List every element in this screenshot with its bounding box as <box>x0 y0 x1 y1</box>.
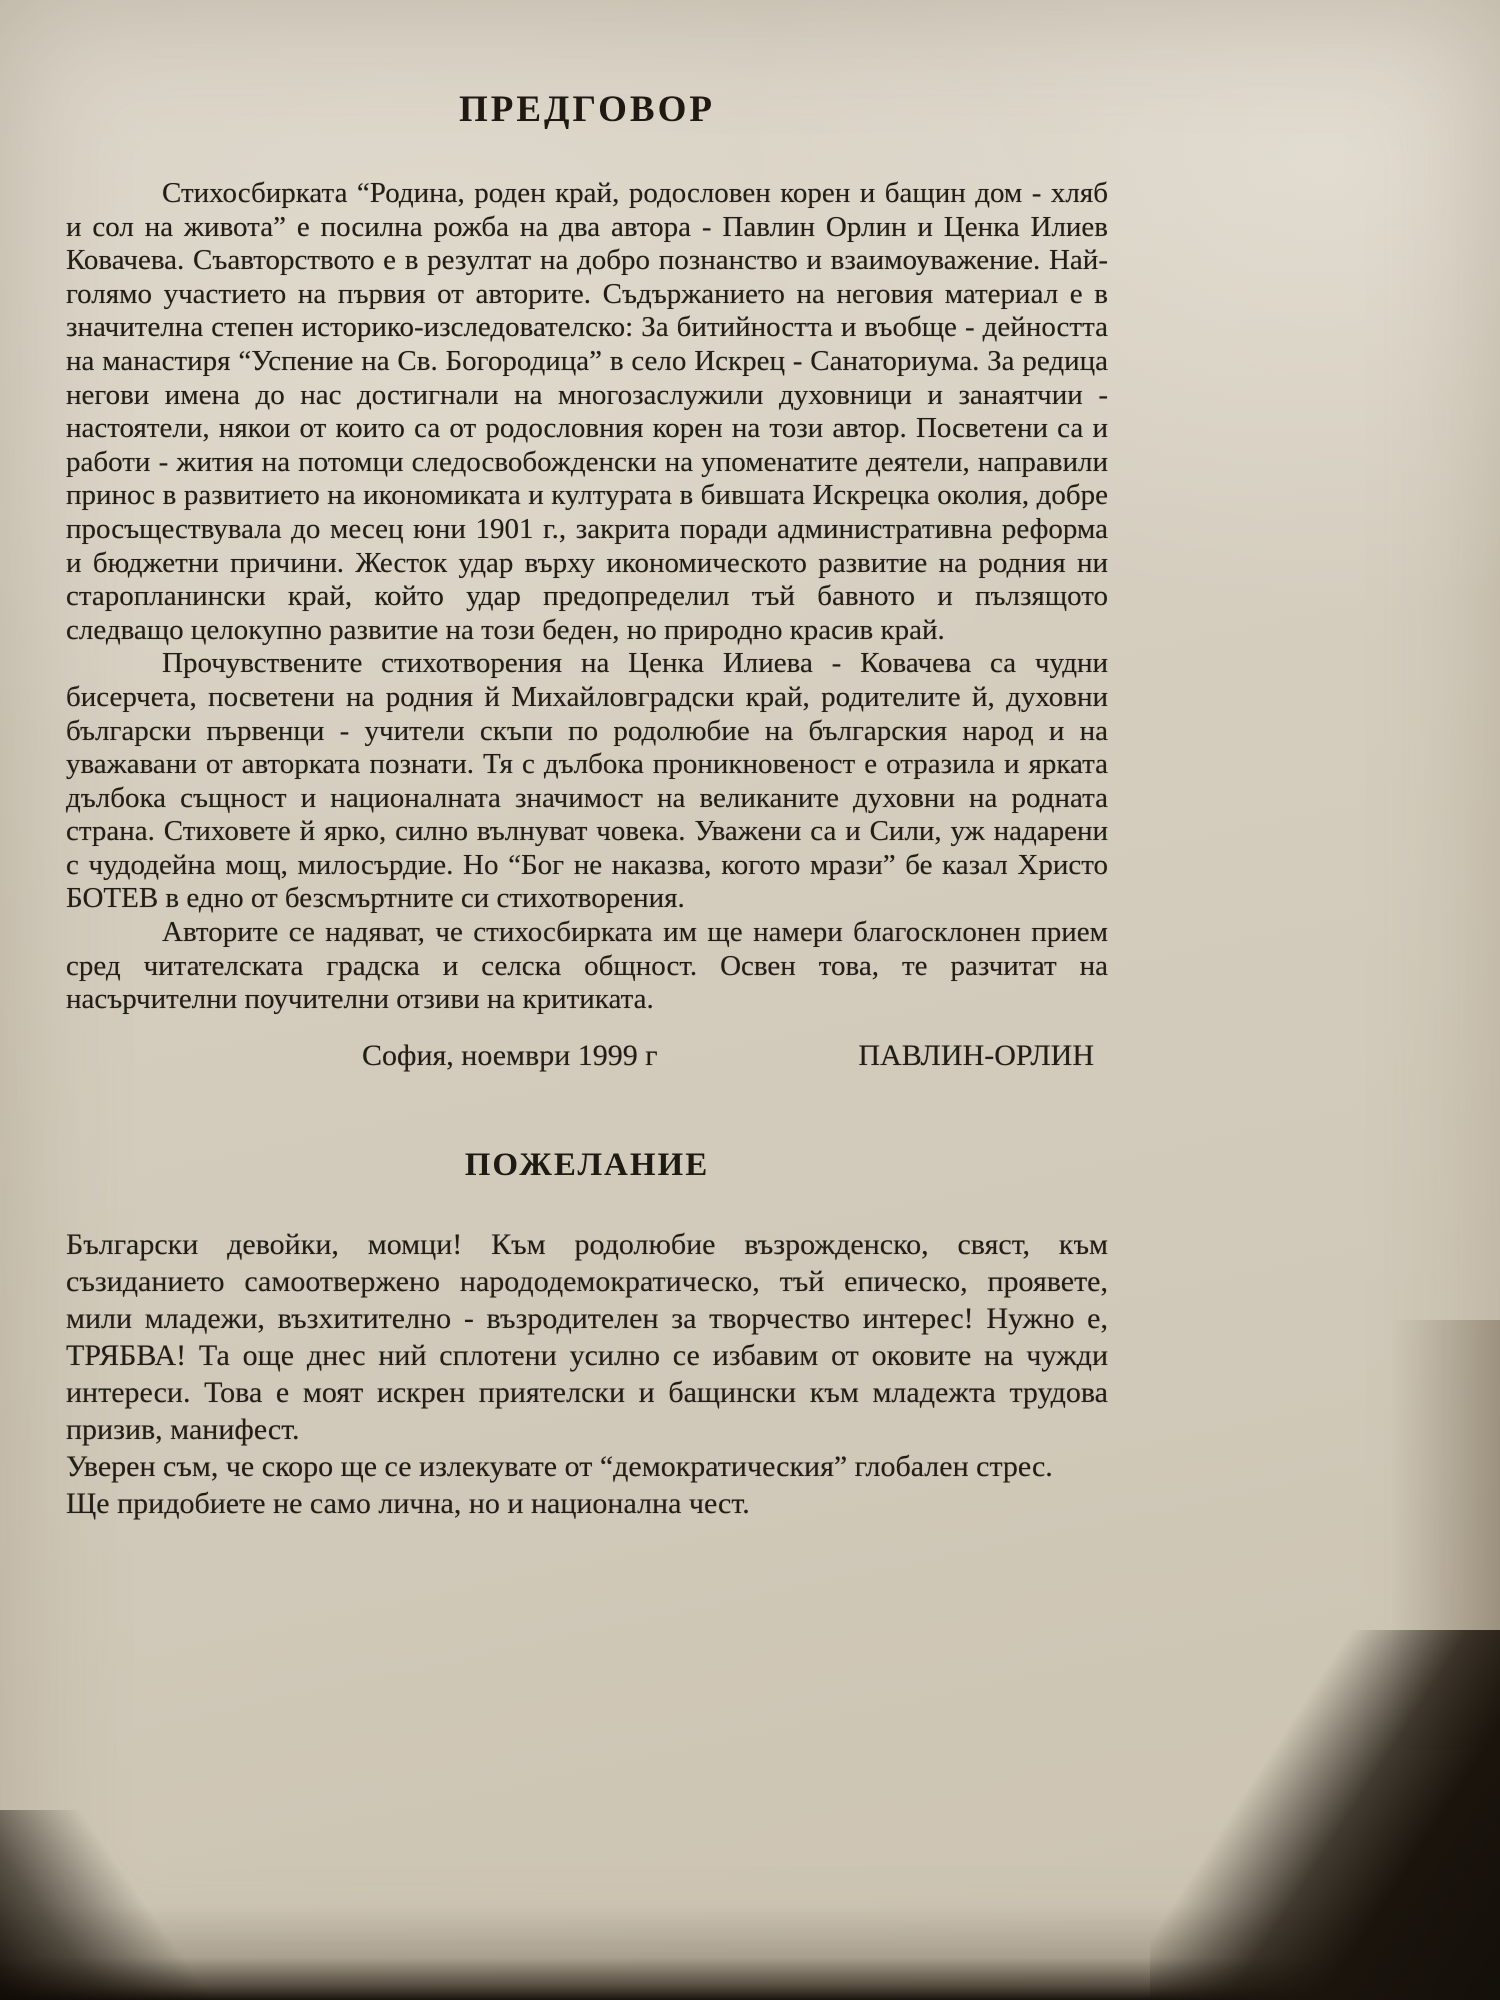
author-signature: ПАВЛИН-ОРЛИН <box>858 1038 1094 1072</box>
preface-paragraph-2: Прочувствените стихотворения на Ценка Илиева - Ковачева са чудни бисерчета, посветени на родния й Михайловградски край, родителите й, духовни български първенци - учители скъпи по родолюбие на българския народ и на уважавани от авторката познати. Тя с дълбока проникновеност е отразила и ярката дълбока същност и националната значимост на великаните духовни на родната страна. Стиховете й ярко, силно вълнуват човека. Уважени са и Сили, уж надарени с чудодейна мощ, милосърдие. Но “Бог не наказва, когото мрази” бе казал Христо БОТЕВ в едно от безсмъртните си стихотворения. <box>66 647 1108 915</box>
wish-paragraph-1: Български девойки, момци! Към родолюбие възрожденско, свяст, към съзиданието самоотвержено народодемократическо, тъй епическо, проявете, мили младежи, възхитително - възродителен за творчество интерес! Нужно е, ТРЯБВА! Та още днес ний сплотени усилно се избавим от оковите на чужди интереси. Това е моят искрен приятелски и бащински към младежта трудова призив, манифест. <box>66 1227 1108 1446</box>
preface-paragraph-1: Стихосбирката “Родина, роден край, родословен корен и бащин дом - хляб и сол на живота” е посилна рожба на два автора - Павлин Орлин и Ценка Илиев Ковачева. Съавторството е в резултат на добро познанство и взаимоуважение. Най- голямо участието на първия от авторите. Съдържанието на неговия материал е в значителна степен историко-изследователско: За битийността и въобще - дейността на манастиря “Успение на Св. Богородица” в село Искрец - Санаториума. За редица негови имена до нас достигнали на многозаслужили духовници и занаятчии - настоятели, някои от които са от родословния корен на този автор. Посветени са и работи - жития на потомци следосвобожденски на упоменатите деятели, направили принос в развитието на икономиката и културата в бившата Искрецка околия, добре просъществувала до месец юни 1901 г., закрита поради административна реформа и бюджетни причини. Жесток удар върху икономическото развитие на родния ни старопланински край, който удар предопределил тъй бавното и пълзящото следващо целокупно развитие на този беден, но природно красив край. <box>66 177 1108 646</box>
signature-row <box>66 1039 1108 1073</box>
page-corner-shadow-left <box>0 1810 235 2000</box>
page-content <box>66 0 1108 1522</box>
preface-title: ПРЕДГОВОР <box>459 89 715 130</box>
page-bottom-edge-shadow <box>0 1905 1500 2000</box>
wish-paragraph-2: Уверен съм, че скоро ще се излекувате от “демократическия” глобален стрес. <box>66 1449 1053 1483</box>
wish-title: ПОЖЕЛАНИЕ <box>464 1146 710 1183</box>
date-line: София, ноември 1999 г <box>362 1038 658 1072</box>
page-right-edge-shadow <box>1390 1320 1500 1750</box>
preface-paragraph-3: Авторите се надяват, че стихосбирката им ще намери благосклонен прием сред читателската градска и селска общност. Освен това, те разчитат на насърчителни поучителни отзиви на критиката. <box>66 916 1108 1016</box>
page-corner-shadow-right <box>1150 1630 1500 2000</box>
wish-paragraph-3: Ще придобиете не само лична, но и национална чест. <box>66 1486 750 1520</box>
